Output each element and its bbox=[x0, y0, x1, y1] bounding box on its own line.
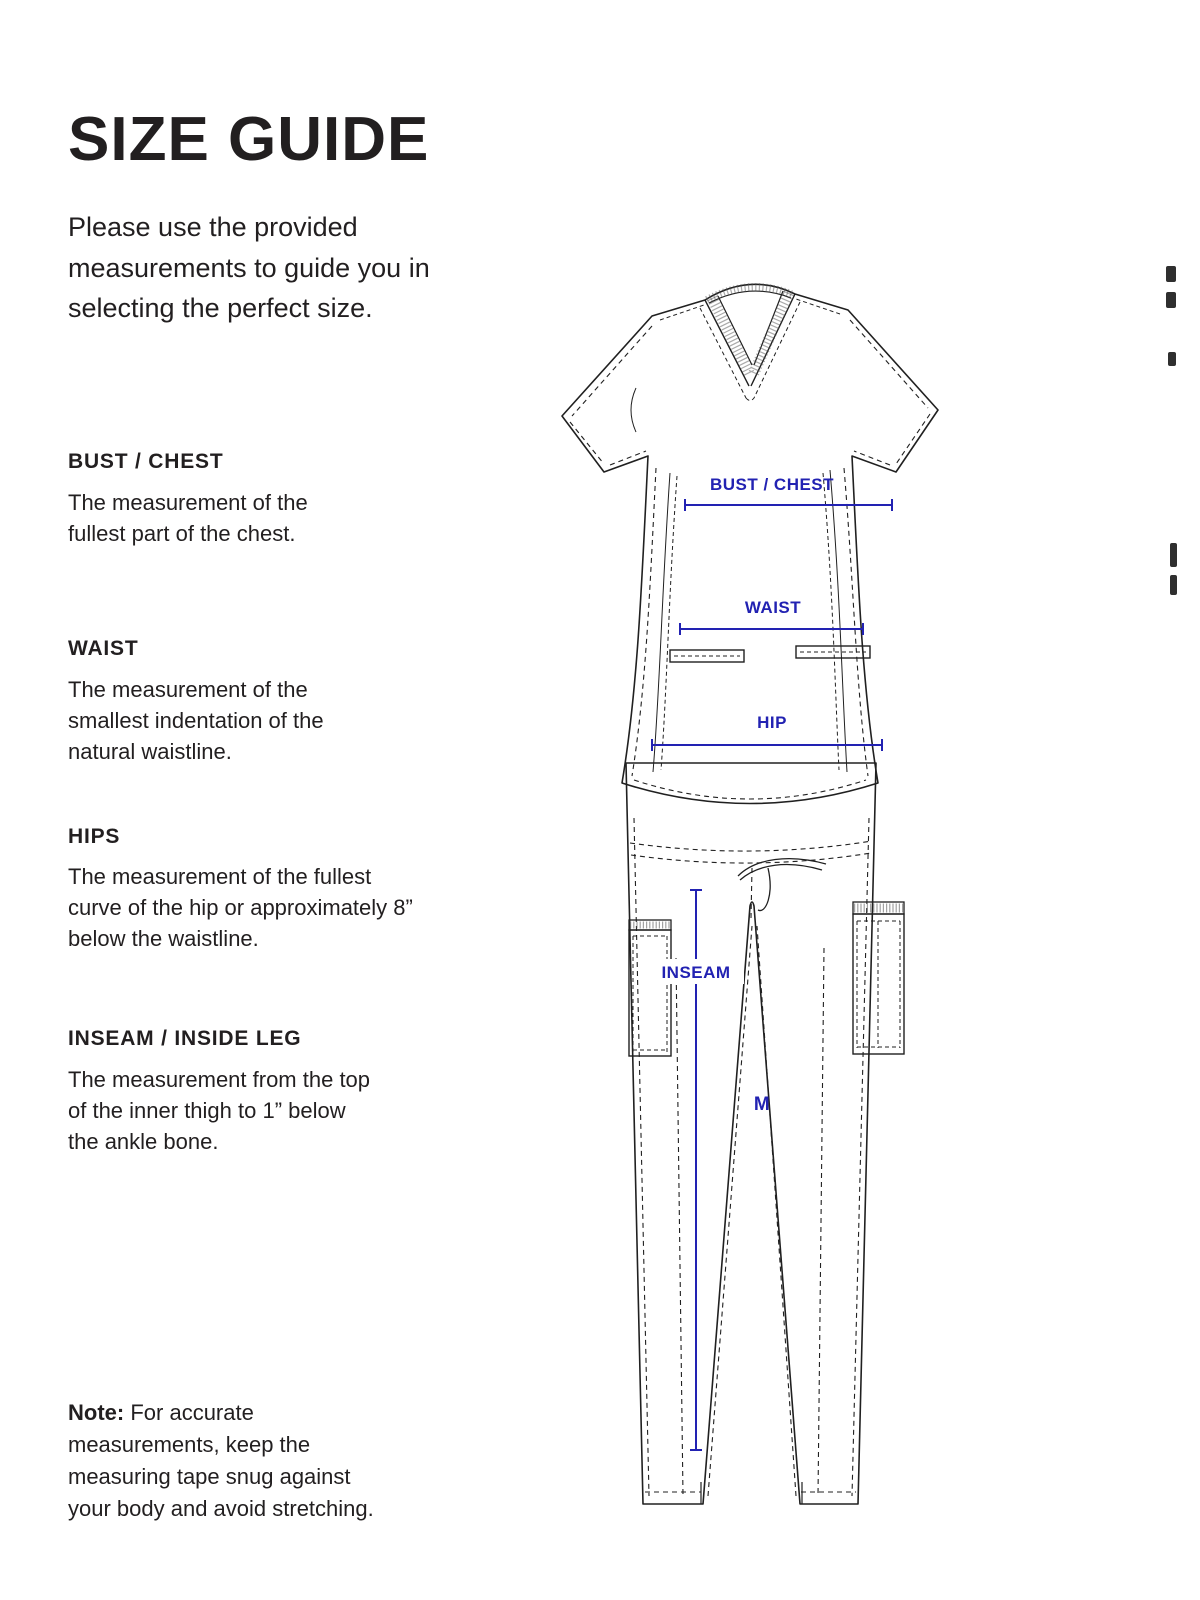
inseam-label: INSEAM bbox=[661, 963, 731, 982]
cargo-pocket-left bbox=[629, 920, 671, 1056]
hip-label: HIP bbox=[757, 713, 787, 732]
section-hips-heading: HIPS bbox=[68, 825, 121, 848]
welt-pockets bbox=[670, 646, 870, 662]
edge-artifact bbox=[1170, 543, 1177, 567]
section-bust-body: The measurement of the fullest part of the chest. bbox=[68, 490, 308, 547]
section-waist-body: The measurement of the smallest indentation of the natural waistline. bbox=[68, 677, 324, 765]
section-inseam-heading: INSEAM / INSIDE LEG bbox=[68, 1027, 302, 1050]
measurement-labels bbox=[661, 475, 834, 1115]
page-title: SIZE GUIDE bbox=[68, 104, 430, 174]
cargo-pocket-right bbox=[853, 902, 904, 1054]
section-inseam-body: The measurement from the top of the inner thigh to 1” below the ankle bone. bbox=[68, 1067, 371, 1155]
intro-text: Please use the provided measurements to guide you in selecting the perfect size. bbox=[68, 212, 430, 323]
section-bust-heading: BUST / CHEST bbox=[68, 450, 224, 473]
waist-label: WAIST bbox=[744, 598, 802, 617]
scrub-pants-illustration bbox=[626, 763, 904, 1504]
edge-artifact bbox=[1170, 575, 1177, 595]
hip-measure-line bbox=[652, 739, 882, 751]
section-waist-heading: WAIST bbox=[68, 637, 139, 660]
garment-diagram bbox=[500, 258, 1180, 1548]
edge-artifact bbox=[1168, 352, 1176, 366]
note-body: For accurate measurements, keep the measuring tape snug against your body and avoid stretching. bbox=[68, 1400, 374, 1521]
bust-measure-line bbox=[685, 499, 892, 511]
section-hips-body: The measurement of the fullest curve of the hip or approximately 8” below the waistline. bbox=[68, 864, 413, 952]
v-neck-collar bbox=[700, 287, 800, 400]
scrub-top-illustration bbox=[562, 284, 938, 803]
edge-artifact bbox=[1166, 266, 1176, 282]
measurement-note bbox=[68, 1397, 398, 1525]
waist-measure-line bbox=[680, 623, 863, 635]
edge-artifact bbox=[1166, 292, 1176, 308]
measurement-annotations bbox=[648, 475, 892, 1450]
size-marker-label: M bbox=[753, 1094, 771, 1115]
note-label: Note: bbox=[68, 1400, 125, 1425]
bust-label: BUST / CHEST bbox=[709, 475, 835, 494]
